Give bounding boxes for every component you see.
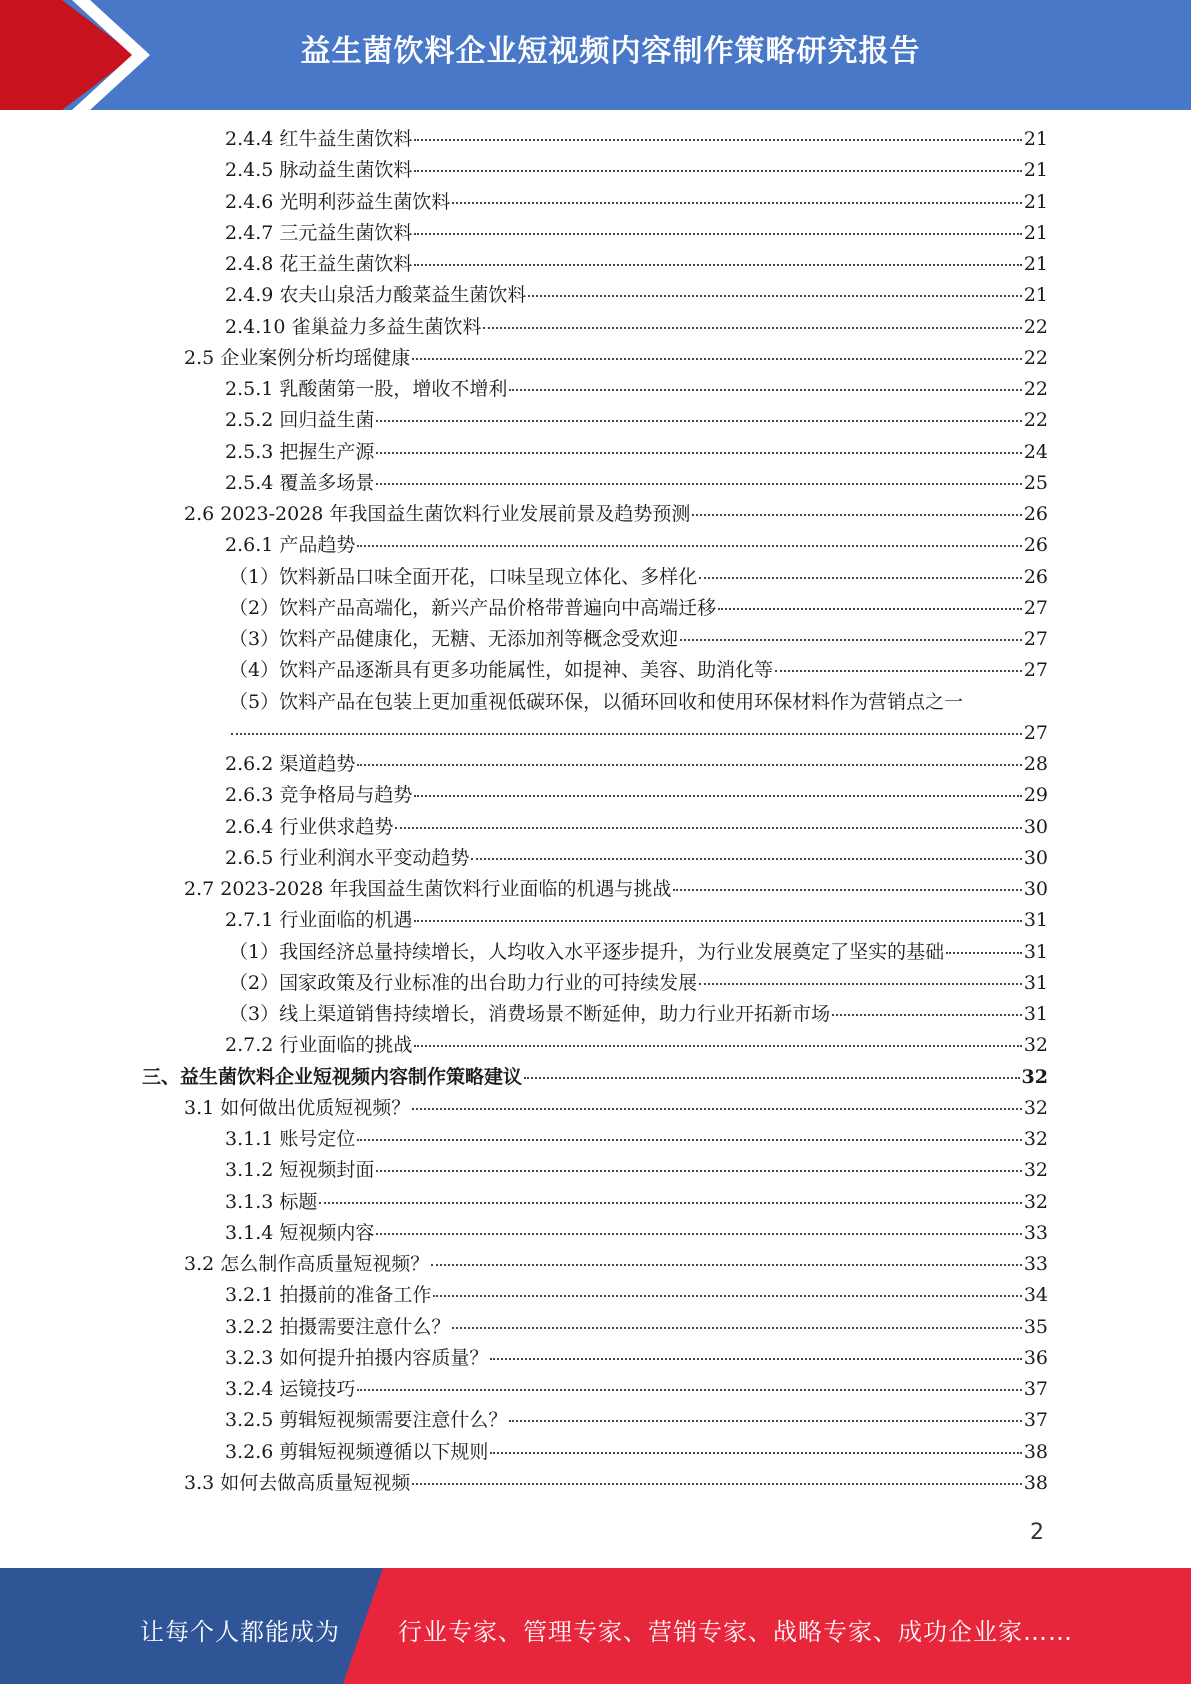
toc-entry[interactable] (229, 627, 1048, 651)
toc-entry-label: 2.6.2 渠道趋势 (225, 753, 356, 775)
toc-entry-label: 2.4.9 农夫山泉活力酸菜益生菌饮料 (225, 284, 527, 307)
toc-entry[interactable] (225, 471, 1048, 495)
toc-leader-dots (433, 1295, 1021, 1297)
toc-entry-page: 27 (1023, 659, 1048, 682)
toc-entry[interactable] (225, 377, 1048, 401)
toc-entry[interactable] (225, 315, 1048, 339)
toc-leader-dots (414, 264, 1021, 266)
footer-slogan-left: 让每个人都能成为 (140, 1618, 340, 1646)
toc-leader-dots (414, 139, 1021, 141)
toc-leader-dots (699, 577, 1022, 579)
toc-entry-label: 3.2.2 拍摄需要注意什么？ (225, 1315, 451, 1338)
toc-entry-label: 3.2 怎么制作高质量短视频？ (184, 1253, 430, 1275)
toc-entry-page: 26 (1023, 534, 1048, 557)
toc-entry-page: 21 (1023, 190, 1048, 213)
toc-entry-label: （3）线上渠道销售持续增长，消费场景不断延伸，助力行业开拓新市场 (229, 1003, 831, 1025)
toc-entry-label: 2.6.1 产品趋势 (225, 534, 356, 557)
toc-entry[interactable] (229, 658, 1048, 682)
toc-entry-page: 37 (1023, 1378, 1048, 1400)
toc-entry[interactable] (225, 283, 1048, 307)
toc-entry-label: 3.2.6 剪辑短视频遵循以下规则 (225, 1440, 489, 1463)
toc-entry[interactable] (225, 783, 1048, 807)
toc-leader-dots (412, 358, 1022, 360)
toc-entry[interactable] (225, 1408, 1048, 1432)
toc-entry-page: 30 (1023, 815, 1048, 838)
toc-entry-label: 2.4.5 脉动益生菌饮料 (225, 159, 413, 182)
toc-entry-label: 2.7 2023-2028 年我国益生菌饮料行业面临的机遇与挑战 (184, 878, 672, 900)
toc-leader-dots (412, 1108, 1022, 1110)
toc-entry-page: 21 (1023, 253, 1048, 275)
page-number: 2 (1030, 1520, 1044, 1545)
toc-entry-label: 2.4.8 花王益生菌饮料 (225, 253, 413, 275)
toc-leader-dots (692, 514, 1021, 516)
toc-entry-label: （5）饮料产品在包装上更加重视低碳环保，以循环回收和使用环保材料作为营销点之一 (229, 690, 964, 713)
toc-entry[interactable] (225, 752, 1048, 776)
toc-entry-page: 30 (1023, 878, 1048, 900)
toc-leader-dots (946, 952, 1022, 954)
toc-entry-page: 31 (1023, 971, 1048, 994)
toc-entry[interactable] (225, 1440, 1048, 1464)
toc-entry-page: 21 (1023, 159, 1048, 182)
toc-entry-label: （1）饮料新品口味全面开花，口味呈现立体化、多样化 (229, 565, 698, 588)
toc-leader-dots (524, 1077, 1020, 1079)
toc-leader-dots (231, 733, 1022, 735)
toc-entry-page: 24 (1023, 440, 1048, 463)
toc-entry-page: 32 (1023, 1128, 1048, 1150)
toc-entry[interactable] (229, 690, 1056, 714)
toc-entry[interactable] (225, 127, 1048, 151)
toc-entry-page: 38 (1023, 1440, 1048, 1463)
toc-entry-label: 2.6.5 行业利润水平变动趋势 (225, 846, 470, 869)
toc-entry[interactable] (184, 1096, 1048, 1120)
toc-leader-dots (376, 1170, 1021, 1172)
toc-entry-page: 22 (1023, 378, 1048, 400)
toc-leader-dots (452, 202, 1021, 204)
toc-entry[interactable] (229, 596, 1048, 620)
toc-entry-page: 29 (1023, 784, 1048, 807)
toc-entry-page: 27 (1023, 628, 1048, 650)
toc-entry-page: 31 (1023, 909, 1048, 932)
toc-leader-dots (357, 545, 1021, 547)
page-header (0, 0, 1191, 110)
toc-entry[interactable] (225, 440, 1048, 464)
toc-leader-dots (699, 983, 1022, 985)
toc-leader-dots (680, 639, 1022, 641)
toc-entry-label: （1）我国经济总量持续增长，人均收入水平逐步提升，为行业发展奠定了坚实的基础 (229, 940, 945, 963)
toc-entry-label: 3.1 如何做出优质短视频？ (184, 1096, 411, 1119)
toc-entry-page: 21 (1023, 221, 1048, 244)
toc-entry-label: 3.1.2 短视频封面 (225, 1159, 375, 1182)
toc-entry-label: 2.7.2 行业面临的挑战 (225, 1034, 413, 1057)
toc-leader-dots (414, 795, 1021, 797)
toc-leader-dots (414, 1045, 1021, 1047)
toc-leader-dots (414, 170, 1021, 172)
toc-entry-page: 26 (1023, 503, 1048, 525)
toc-entry[interactable] (229, 971, 1048, 995)
toc-entry-label: 2.6.4 行业供求趋势 (225, 815, 394, 838)
toc-leader-dots (528, 295, 1021, 297)
toc-entry[interactable] (225, 908, 1048, 932)
toc-entry[interactable] (184, 502, 1048, 526)
toc-entry[interactable] (225, 846, 1048, 870)
toc-entry-page: 33 (1023, 1253, 1048, 1275)
toc-leader-dots (483, 327, 1021, 329)
toc-leader-dots (319, 1202, 1021, 1204)
report-title: 益生菌饮料企业短视频内容制作策略研究报告 (300, 34, 921, 69)
toc-entry[interactable] (225, 158, 1048, 182)
toc-leader-dots (412, 1483, 1022, 1485)
toc-entry-page: 28 (1023, 753, 1048, 775)
toc-entry-label: （2）饮料产品高端化，新兴产品价格带普遍向中高端迁移 (229, 596, 717, 619)
toc-entry-label: 2.4.4 红牛益生菌饮料 (225, 128, 413, 150)
toc-entry-label: 3.1.1 账号定位 (225, 1128, 356, 1150)
toc-entry-page: 22 (1023, 409, 1048, 432)
toc-entry-label: （2）国家政策及行业标准的出台助力行业的可持续发展 (229, 971, 698, 994)
toc-entry-label: 2.7.1 行业面临的机遇 (225, 909, 413, 932)
toc-leader-dots (490, 1452, 1021, 1454)
toc-leader-dots (509, 389, 1021, 391)
toc-entry-label: 3.1.4 短视频内容 (225, 1221, 375, 1244)
toc-entry[interactable] (225, 1190, 1048, 1214)
toc-entry-label: 2.5.4 覆盖多场景 (225, 471, 375, 494)
toc-entry-page: 26 (1023, 565, 1048, 588)
toc-leader-dots (376, 483, 1021, 485)
toc-entry-label: 3.2.1 拍摄前的准备工作 (225, 1284, 432, 1307)
toc-entry-label: 2.6.3 竞争格局与趋势 (225, 784, 413, 807)
toc-entry-page: 21 (1023, 128, 1048, 150)
toc-entry-label: 2.5.2 回归益生菌 (225, 409, 375, 432)
toc-entry-page: 36 (1023, 1346, 1048, 1369)
toc-entry[interactable] (225, 1158, 1048, 1182)
toc-leader-dots (357, 1389, 1021, 1391)
toc-entry[interactable] (184, 877, 1048, 901)
toc-entry-page: 38 (1023, 1471, 1048, 1494)
toc-entry-page: 35 (1023, 1315, 1048, 1338)
toc-entry-page: 27 (1023, 596, 1048, 619)
toc-entry-label: 2.4.6 光明利莎益生菌饮料 (225, 190, 451, 213)
toc-entry[interactable] (225, 1283, 1048, 1307)
toc-entry-label: 3.2.3 如何提升拍摄内容质量？ (225, 1346, 489, 1369)
toc-leader-dots (509, 1420, 1021, 1422)
toc-entry[interactable] (225, 221, 1048, 245)
toc-leader-dots (452, 1327, 1021, 1329)
toc-entry[interactable] (225, 1315, 1048, 1339)
toc-entry[interactable] (229, 565, 1048, 589)
toc-entry[interactable] (225, 1346, 1048, 1370)
toc-entry-label: 3.1.3 标题 (225, 1190, 318, 1213)
toc-entry[interactable] (229, 1002, 1048, 1026)
toc-entry-page: 22 (1023, 346, 1048, 369)
toc-leader-dots (775, 670, 1022, 672)
toc-leader-dots (414, 233, 1021, 235)
toc-entry-label: 2.4.10 雀巢益力多益生菌饮料 (225, 315, 482, 338)
toc-entry-page: 32 (1023, 1159, 1048, 1182)
toc-leader-dots (376, 420, 1021, 422)
toc-entry[interactable] (225, 252, 1048, 276)
toc-entry-label: （3）饮料产品健康化，无糖、无添加剂等概念受欢迎 (229, 628, 679, 650)
toc-leader-dots (357, 764, 1021, 766)
toc-entry[interactable] (225, 190, 1048, 214)
toc-entry[interactable] (184, 1471, 1048, 1495)
toc-entry[interactable] (225, 1221, 1048, 1245)
toc-entry[interactable] (184, 346, 1048, 370)
toc-entry-label: 3.2.5 剪辑短视频需要注意什么？ (225, 1409, 508, 1432)
page-footer (0, 1568, 1191, 1684)
toc-leader-dots (431, 1264, 1022, 1266)
toc-leader-dots (395, 827, 1021, 829)
toc-entry-page: 25 (1023, 471, 1048, 494)
toc-entry-label: 三、益生菌饮料企业短视频内容制作策略建议 (142, 1065, 523, 1088)
toc-entry-page: 34 (1023, 1284, 1048, 1307)
toc-entry[interactable] (225, 815, 1048, 839)
toc-leader-dots (357, 1139, 1021, 1141)
toc-entry-page: 22 (1023, 315, 1048, 338)
toc-entry-label: 2.5.1 乳酸菌第一股，增收不增利 (225, 378, 508, 400)
toc-leader-dots (673, 889, 1021, 891)
toc-entry[interactable] (225, 408, 1048, 432)
toc-entry[interactable] (225, 533, 1048, 557)
toc-entry-page: 27 (1023, 721, 1048, 744)
toc-entry-label: 2.5 企业案例分析均瑶健康 (184, 346, 411, 369)
toc-entry[interactable] (229, 940, 1048, 964)
toc-entry-label: （4）饮料产品逐渐具有更多功能属性，如提神、美容、助消化等 (229, 659, 774, 682)
footer-slogan-right: 行业专家、管理专家、营销专家、战略专家、成功企业家…… (398, 1618, 1073, 1646)
toc-entry-page: 32 (1021, 1065, 1048, 1088)
toc-entry[interactable] (225, 1127, 1048, 1151)
toc-leader-dots (718, 608, 1022, 610)
toc-entry[interactable] (225, 1377, 1048, 1401)
toc-entry-label: 2.6 2023-2028 年我国益生菌饮料行业发展前景及趋势预测 (184, 503, 691, 525)
toc-leader-dots (471, 858, 1021, 860)
toc-entry-page: 31 (1023, 940, 1048, 963)
toc-entry-page: 30 (1023, 846, 1048, 869)
toc-entry[interactable] (142, 1065, 1048, 1089)
toc-entry-page: 31 (1023, 1003, 1048, 1025)
toc-entry-page: 37 (1023, 1409, 1048, 1432)
toc-entry[interactable] (184, 1252, 1048, 1276)
toc-entry-page: 32 (1023, 1190, 1048, 1213)
toc-leader-dots (376, 452, 1021, 454)
toc-entry-page: 33 (1023, 1221, 1048, 1244)
toc-leader-dots (414, 920, 1021, 922)
toc-leader-dots (490, 1358, 1021, 1360)
toc-entry-label: 2.4.7 三元益生菌饮料 (225, 221, 413, 244)
toc-leader-dots (376, 1233, 1021, 1235)
toc-entry-page: 32 (1023, 1096, 1048, 1119)
toc-entry-label: 3.2.4 运镜技巧 (225, 1378, 356, 1400)
toc-entry-label: 3.3 如何去做高质量短视频 (184, 1471, 411, 1494)
toc-entry-page: 21 (1023, 284, 1048, 307)
toc-entry[interactable] (229, 721, 1048, 745)
toc-entry-page: 32 (1023, 1034, 1048, 1057)
toc-entry[interactable] (225, 1033, 1048, 1057)
toc-leader-dots (832, 1014, 1022, 1016)
toc-entry-label: 2.5.3 把握生产源 (225, 440, 375, 463)
